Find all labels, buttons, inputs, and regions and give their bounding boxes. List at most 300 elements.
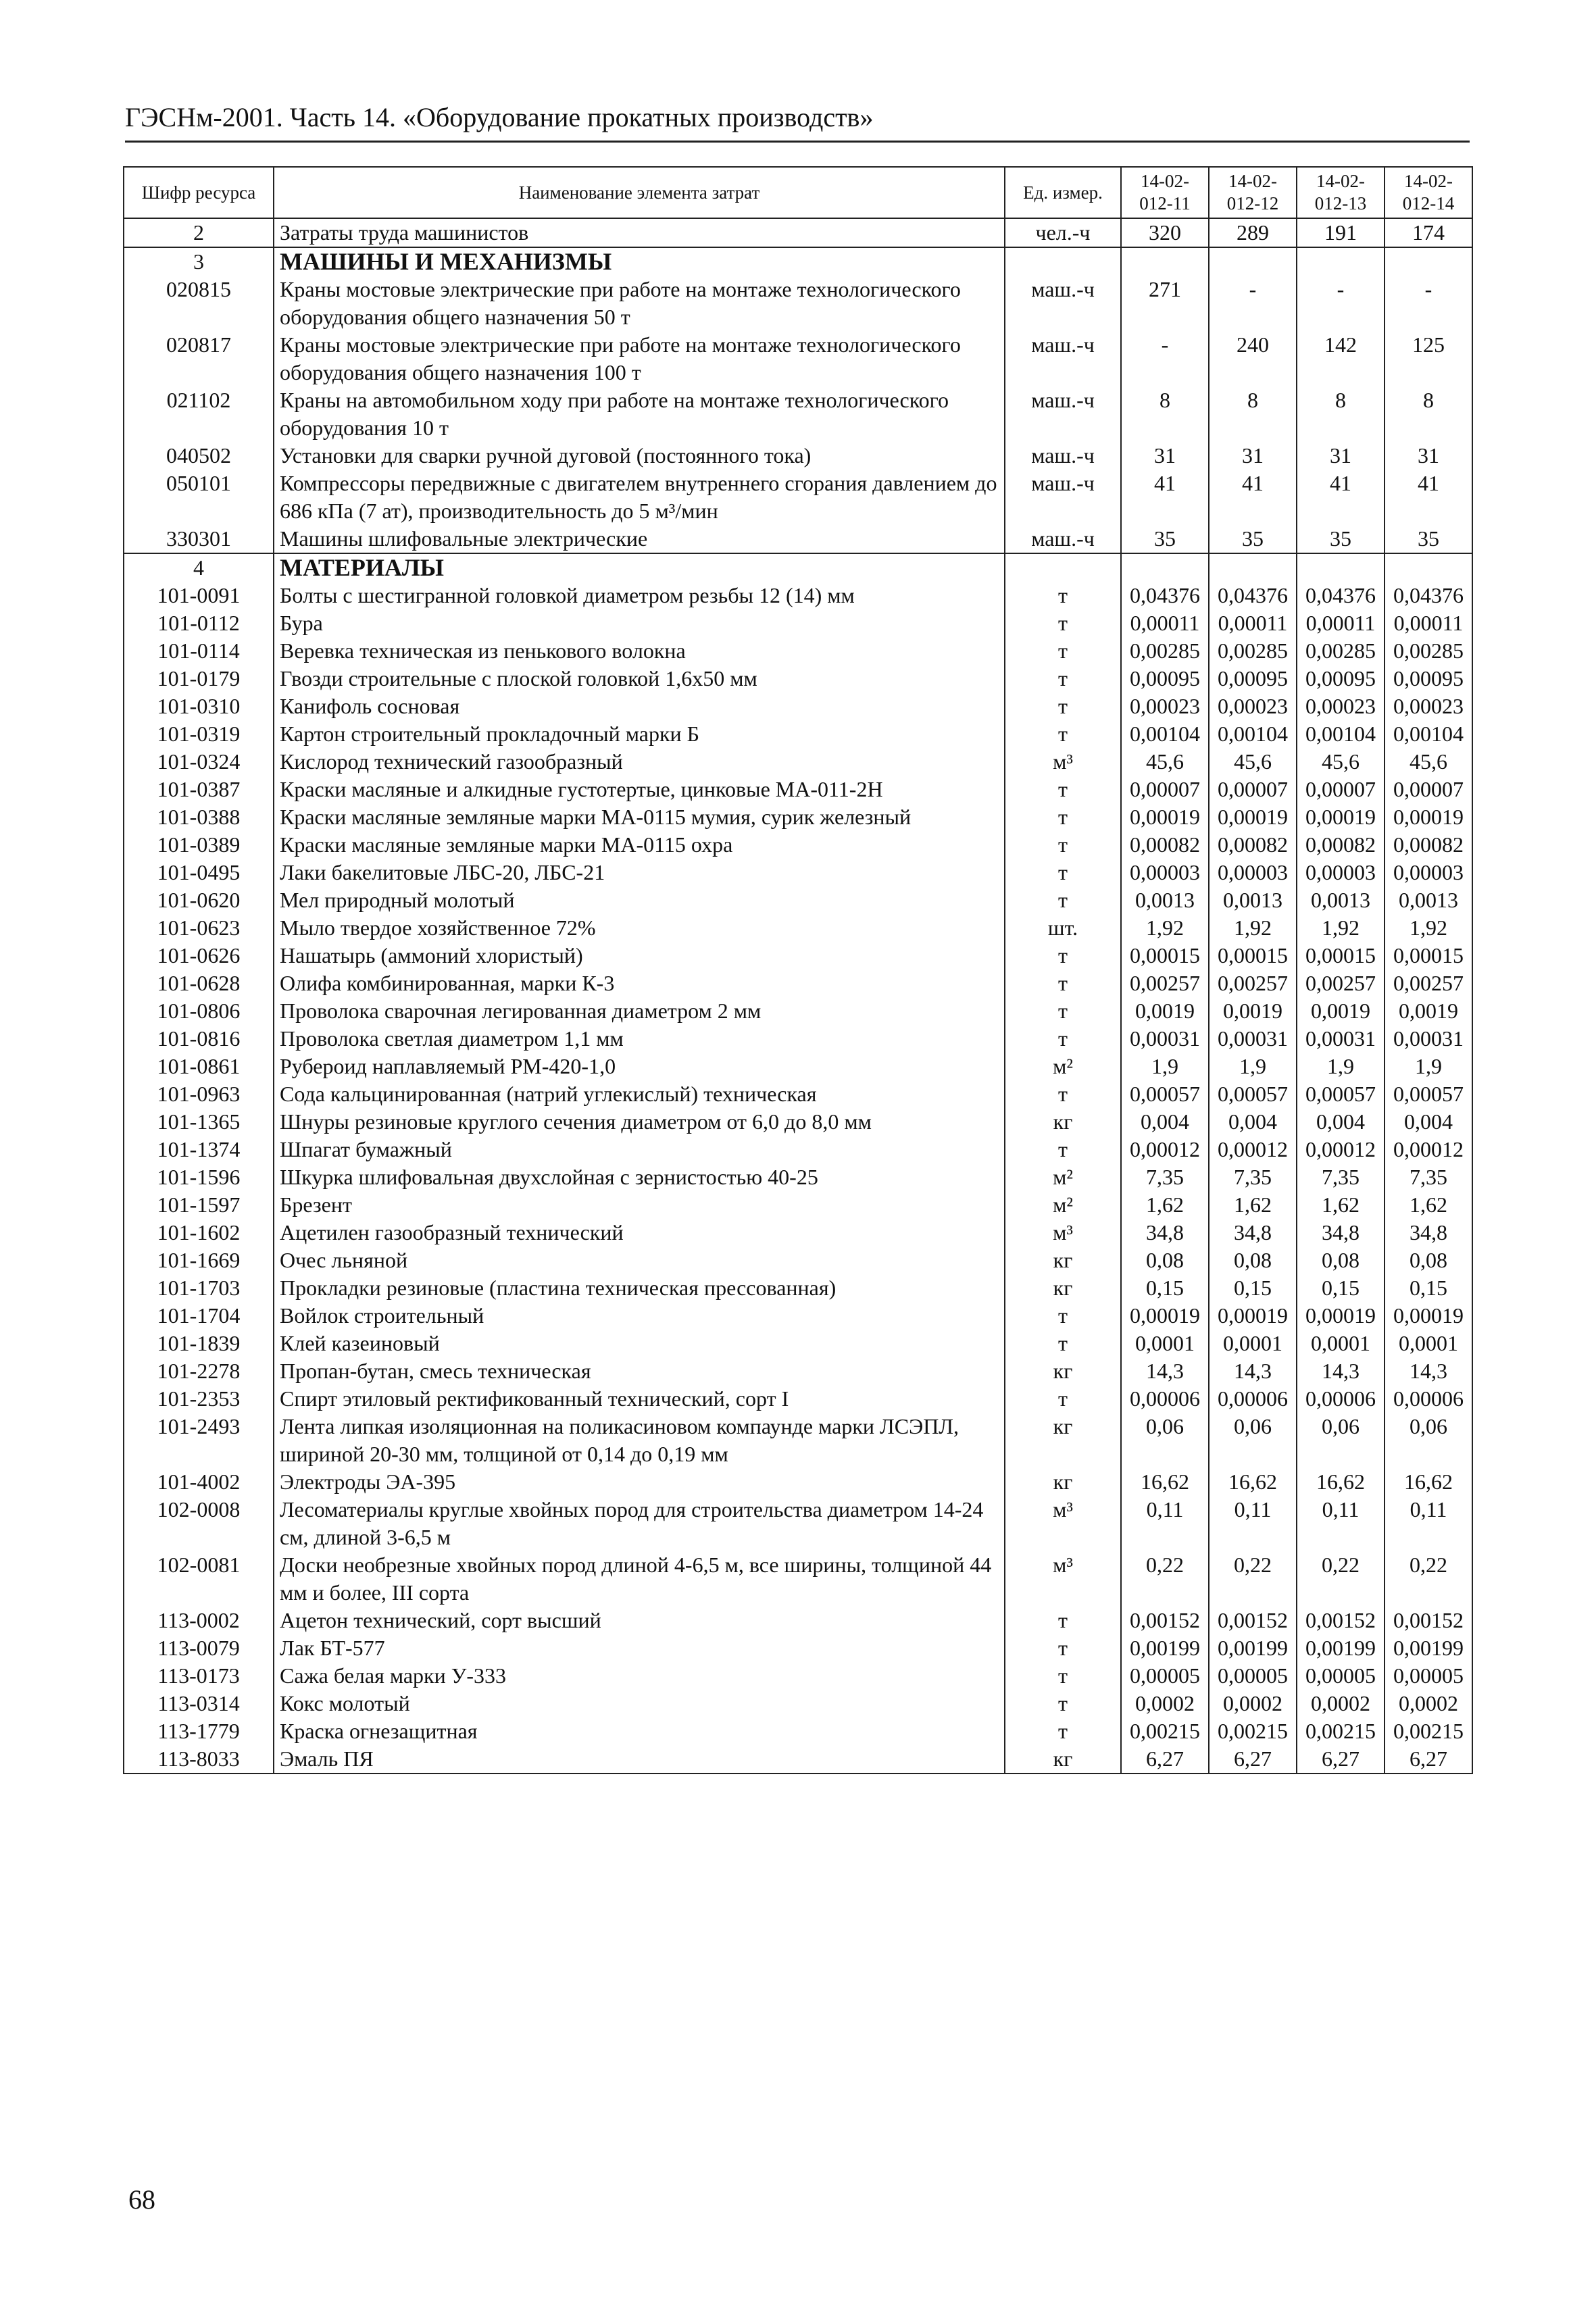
resource-name-cell: МАШИНЫ И МЕХАНИЗМЫ <box>274 247 1005 276</box>
unit-cell: т <box>1005 1080 1121 1108</box>
table-row <box>124 886 1472 914</box>
column-header-unit: Ед. измер. <box>1005 167 1121 218</box>
unit-cell: кг <box>1005 1413 1121 1468</box>
norm-value-cell: 45,6 <box>1297 748 1385 776</box>
norm-value-cell: 0,00015 <box>1121 942 1209 970</box>
resource-code-cell: 101-0091 <box>124 582 274 609</box>
resource-name-cell: Краски масляные земляные марки МА-0115 мумия, сурик железный <box>274 803 1005 831</box>
table-row <box>124 997 1472 1025</box>
norm-value-cell: 0,0002 <box>1297 1690 1385 1717</box>
norm-value-cell: 0,00031 <box>1209 1025 1297 1053</box>
norm-value-cell: 0,11 <box>1121 1496 1209 1551</box>
norm-value-cell: 0,04376 <box>1297 582 1385 609</box>
unit-cell: маш.-ч <box>1005 276 1121 331</box>
norm-value-cell: 0,0002 <box>1121 1690 1209 1717</box>
table-row <box>124 1690 1472 1717</box>
norm-value-cell: 0,00012 <box>1297 1136 1385 1163</box>
unit-cell: кг <box>1005 1108 1121 1136</box>
column-header-norm-4: 14-02-012-14 <box>1385 167 1472 218</box>
norm-value-cell <box>1385 247 1472 276</box>
resource-name-cell: Прокладки резиновые (пластина техническая прессованная) <box>274 1274 1005 1302</box>
norm-value-cell: 0,00257 <box>1385 970 1472 997</box>
norm-value-cell: 0,00057 <box>1385 1080 1472 1108</box>
norm-value-cell: 0,00215 <box>1385 1717 1472 1745</box>
table-row <box>124 1191 1472 1219</box>
norm-value-cell: 0,00005 <box>1209 1662 1297 1690</box>
resource-code-cell: 101-1704 <box>124 1302 274 1330</box>
norm-value-cell: 0,00023 <box>1121 693 1209 720</box>
norm-value-cell: 0,00007 <box>1209 776 1297 803</box>
norm-value-cell: 0,00285 <box>1385 637 1472 665</box>
norm-value-cell: 0,15 <box>1297 1274 1385 1302</box>
unit-cell: маш.-ч <box>1005 442 1121 470</box>
norm-value-cell: 0,0013 <box>1385 886 1472 914</box>
unit-cell: т <box>1005 720 1121 748</box>
table-row <box>124 1607 1472 1634</box>
norm-value-cell: 0,00005 <box>1121 1662 1209 1690</box>
norm-value-cell <box>1209 247 1297 276</box>
norm-value-cell: 1,9 <box>1385 1053 1472 1080</box>
norm-value-cell: 35 <box>1209 525 1297 553</box>
norm-value-cell: 0,00023 <box>1297 693 1385 720</box>
norm-value-cell: 174 <box>1385 218 1472 247</box>
resource-code-cell: 101-2493 <box>124 1413 274 1468</box>
unit-cell: шт. <box>1005 914 1121 942</box>
table-row <box>124 331 1472 386</box>
norm-value-cell: 34,8 <box>1209 1219 1297 1247</box>
unit-cell: кг <box>1005 1468 1121 1496</box>
unit-cell: т <box>1005 1385 1121 1413</box>
unit-cell: м² <box>1005 1053 1121 1080</box>
resource-name-cell: Сода кальцинированная (натрий углекислый) техническая <box>274 1080 1005 1108</box>
unit-cell: маш.-ч <box>1005 525 1121 553</box>
resource-name-cell: Эмаль ПЯ <box>274 1745 1005 1774</box>
norm-value-cell: 1,92 <box>1209 914 1297 942</box>
norm-value-cell: 0,00019 <box>1385 803 1472 831</box>
unit-cell: т <box>1005 803 1121 831</box>
norm-value-cell: 16,62 <box>1209 1468 1297 1496</box>
norm-value-cell: 0,00199 <box>1209 1634 1297 1662</box>
resource-code-cell: 101-1596 <box>124 1163 274 1191</box>
section-row <box>124 553 1472 582</box>
norm-value-cell: 0,08 <box>1297 1247 1385 1274</box>
resource-code-cell: 101-0389 <box>124 831 274 859</box>
norm-value-cell: 45,6 <box>1121 748 1209 776</box>
unit-cell: кг <box>1005 1247 1121 1274</box>
resource-code-cell: 101-0626 <box>124 942 274 970</box>
norm-value-cell: 0,00057 <box>1121 1080 1209 1108</box>
table-row <box>124 1108 1472 1136</box>
resource-code-cell: 101-0319 <box>124 720 274 748</box>
norm-value-cell: 0,00015 <box>1209 942 1297 970</box>
norm-value-cell: 0,00019 <box>1209 1302 1297 1330</box>
norm-value-cell: 0,08 <box>1385 1247 1472 1274</box>
table-header-row <box>124 167 1472 218</box>
resource-code-cell: 101-0179 <box>124 665 274 693</box>
unit-cell: т <box>1005 665 1121 693</box>
norm-value-cell: 0,004 <box>1121 1108 1209 1136</box>
resource-code-cell: 113-8033 <box>124 1745 274 1774</box>
table-row <box>124 914 1472 942</box>
unit-cell: т <box>1005 609 1121 637</box>
resource-code-cell: 101-1597 <box>124 1191 274 1219</box>
norm-value-cell: 0,00003 <box>1297 859 1385 886</box>
unit-cell: м³ <box>1005 1551 1121 1607</box>
norm-value-cell: 1,92 <box>1121 914 1209 942</box>
norm-value-cell: 125 <box>1385 331 1472 386</box>
norm-value-cell: 0,00007 <box>1385 776 1472 803</box>
norm-value-cell <box>1121 553 1209 582</box>
norm-value-cell: 0,00019 <box>1297 803 1385 831</box>
norm-value-cell: 1,9 <box>1297 1053 1385 1080</box>
resource-code-cell: 101-0387 <box>124 776 274 803</box>
unit-cell: т <box>1005 942 1121 970</box>
resource-name-cell: Нашатырь (аммоний хлористый) <box>274 942 1005 970</box>
norm-value-cell: 0,08 <box>1209 1247 1297 1274</box>
table-row <box>124 720 1472 748</box>
norm-value-cell: 0,00285 <box>1121 637 1209 665</box>
unit-cell: т <box>1005 1025 1121 1053</box>
unit-cell: т <box>1005 997 1121 1025</box>
resource-name-cell: Краски масляные и алкидные густотертые, цинковые МА-011-2Н <box>274 776 1005 803</box>
table-row <box>124 218 1472 247</box>
norm-value-cell: 34,8 <box>1385 1219 1472 1247</box>
table-row <box>124 1219 1472 1247</box>
resource-name-cell: Шпагат бумажный <box>274 1136 1005 1163</box>
table-row <box>124 1634 1472 1662</box>
norm-value-cell: 1,62 <box>1297 1191 1385 1219</box>
resource-code-cell: 101-0623 <box>124 914 274 942</box>
resource-code-cell: 2 <box>124 218 274 247</box>
table-row <box>124 1385 1472 1413</box>
norm-value-cell: 7,35 <box>1297 1163 1385 1191</box>
norm-value-cell: 34,8 <box>1121 1219 1209 1247</box>
norm-value-cell <box>1297 553 1385 582</box>
resource-name-cell: Очес льняной <box>274 1247 1005 1274</box>
norm-value-cell: 14,3 <box>1385 1357 1472 1385</box>
norm-value-cell: 0,004 <box>1297 1108 1385 1136</box>
norm-value-cell: 7,35 <box>1121 1163 1209 1191</box>
table-row <box>124 942 1472 970</box>
norm-value-cell: 1,62 <box>1209 1191 1297 1219</box>
table-row <box>124 1551 1472 1607</box>
table-row <box>124 386 1472 442</box>
table-row <box>124 693 1472 720</box>
norm-value-cell: 0,004 <box>1209 1108 1297 1136</box>
table-row <box>124 1080 1472 1108</box>
norm-value-cell: 0,00031 <box>1121 1025 1209 1053</box>
norm-value-cell: 0,11 <box>1297 1496 1385 1551</box>
norm-value-cell: 0,00019 <box>1121 803 1209 831</box>
resource-code-cell: 101-0114 <box>124 637 274 665</box>
resource-name-cell: Краска огнезащитная <box>274 1717 1005 1745</box>
norm-value-cell: 0,15 <box>1385 1274 1472 1302</box>
table-row <box>124 1468 1472 1496</box>
resource-code-cell: 101-2353 <box>124 1385 274 1413</box>
norm-value-cell: 0,00215 <box>1209 1717 1297 1745</box>
norm-value-cell: 0,00019 <box>1209 803 1297 831</box>
norm-value-cell: 0,00095 <box>1297 665 1385 693</box>
resource-code-cell: 101-0628 <box>124 970 274 997</box>
norm-value-cell: 31 <box>1209 442 1297 470</box>
resource-code-cell: 102-0081 <box>124 1551 274 1607</box>
norm-value-cell: 0,00019 <box>1121 1302 1209 1330</box>
norm-value-cell: 0,0019 <box>1209 997 1297 1025</box>
norm-value-cell: 0,15 <box>1121 1274 1209 1302</box>
norm-value-cell: 0,0001 <box>1297 1330 1385 1357</box>
resource-name-cell: Лесоматериалы круглые хвойных пород для строительства диаметром 14-24 см, длиной 3-6,5 м <box>274 1496 1005 1551</box>
norm-value-cell: 0,00215 <box>1297 1717 1385 1745</box>
norm-value-cell: 35 <box>1385 525 1472 553</box>
resource-name-cell: Войлок строительный <box>274 1302 1005 1330</box>
norm-value-cell: 0,00082 <box>1297 831 1385 859</box>
table-row <box>124 442 1472 470</box>
norm-value-cell: 31 <box>1121 442 1209 470</box>
norm-value-cell <box>1121 247 1209 276</box>
resource-name-cell: МАТЕРИАЛЫ <box>274 553 1005 582</box>
resource-name-cell: Электроды ЭА-395 <box>274 1468 1005 1496</box>
resource-code-cell: 113-0314 <box>124 1690 274 1717</box>
resource-code-cell: 101-2278 <box>124 1357 274 1385</box>
norm-value-cell: 0,00257 <box>1121 970 1209 997</box>
norm-value-cell: 0,00011 <box>1121 609 1209 637</box>
norm-value-cell: 0,00199 <box>1385 1634 1472 1662</box>
norm-value-cell: 0,00011 <box>1209 609 1297 637</box>
norm-value-cell: 0,00152 <box>1121 1607 1209 1634</box>
table-row <box>124 1745 1472 1774</box>
resource-code-cell: 330301 <box>124 525 274 553</box>
resource-code-cell: 101-1703 <box>124 1274 274 1302</box>
resource-name-cell: Краски масляные земляные марки МА-0115 охра <box>274 831 1005 859</box>
norm-value-cell: 0,00095 <box>1121 665 1209 693</box>
norm-value-cell <box>1297 247 1385 276</box>
resource-code-cell: 021102 <box>124 386 274 442</box>
resource-code-cell: 101-0310 <box>124 693 274 720</box>
table-row <box>124 276 1472 331</box>
norm-value-cell: 1,9 <box>1121 1053 1209 1080</box>
norm-value-cell: 0,00057 <box>1209 1080 1297 1108</box>
norm-value-cell: 0,00007 <box>1297 776 1385 803</box>
unit-cell: маш.-ч <box>1005 470 1121 525</box>
unit-cell: чел.-ч <box>1005 218 1121 247</box>
resource-code-cell: 101-0620 <box>124 886 274 914</box>
norm-value-cell: 16,62 <box>1385 1468 1472 1496</box>
norm-value-cell: 0,00257 <box>1297 970 1385 997</box>
unit-cell: т <box>1005 582 1121 609</box>
resource-name-cell: Краны на автомобильном ходу при работе на монтаже технологического оборудования 10 т <box>274 386 1005 442</box>
norm-value-cell: 0,00019 <box>1385 1302 1472 1330</box>
norm-value-cell: 0,06 <box>1209 1413 1297 1468</box>
norm-value-cell: 0,0019 <box>1385 997 1472 1025</box>
unit-cell: т <box>1005 1634 1121 1662</box>
resource-name-cell: Проволока сварочная легированная диаметром 2 мм <box>274 997 1005 1025</box>
resource-name-cell: Затраты труда машинистов <box>274 218 1005 247</box>
unit-cell: т <box>1005 886 1121 914</box>
resource-code-cell: 113-0002 <box>124 1607 274 1634</box>
resource-cost-table <box>123 166 1473 1774</box>
norm-value-cell: 16,62 <box>1121 1468 1209 1496</box>
unit-cell: т <box>1005 1302 1121 1330</box>
unit-cell: кг <box>1005 1357 1121 1385</box>
norm-value-cell: 0,00011 <box>1297 609 1385 637</box>
unit-cell: кг <box>1005 1745 1121 1774</box>
resource-name-cell: Установки для сварки ручной дуговой (постоянного тока) <box>274 442 1005 470</box>
norm-value-cell: 0,11 <box>1209 1496 1297 1551</box>
norm-value-cell: 0,00003 <box>1121 859 1209 886</box>
norm-value-cell: 31 <box>1385 442 1472 470</box>
column-header-norm-3: 14-02-012-13 <box>1297 167 1385 218</box>
norm-value-cell <box>1209 553 1297 582</box>
unit-cell: кг <box>1005 1274 1121 1302</box>
resource-name-cell: Лента липкая изоляционная на поликасиновом компаунде марки ЛСЭПЛ, шириной 20-30 мм, толщиной от 0,14 до 0,19 мм <box>274 1413 1005 1468</box>
norm-value-cell: 0,00104 <box>1209 720 1297 748</box>
norm-value-cell: 0,00006 <box>1209 1385 1297 1413</box>
resource-code-cell: 020817 <box>124 331 274 386</box>
norm-value-cell: 0,00104 <box>1297 720 1385 748</box>
norm-value-cell: 0,0013 <box>1121 886 1209 914</box>
norm-value-cell: 0,00023 <box>1209 693 1297 720</box>
resource-name-cell: Болты с шестигранной головкой диаметром резьбы 12 (14) мм <box>274 582 1005 609</box>
norm-value-cell: 0,0019 <box>1121 997 1209 1025</box>
resource-name-cell: Кокс молотый <box>274 1690 1005 1717</box>
resource-name-cell: Машины шлифовальные электрические <box>274 525 1005 553</box>
norm-value-cell: 0,00023 <box>1385 693 1472 720</box>
unit-cell: т <box>1005 693 1121 720</box>
norm-value-cell: 0,00285 <box>1297 637 1385 665</box>
norm-value-cell: 0,00005 <box>1385 1662 1472 1690</box>
table-row <box>124 470 1472 525</box>
resource-code-cell: 101-0816 <box>124 1025 274 1053</box>
norm-value-cell: 0,00006 <box>1385 1385 1472 1413</box>
unit-cell <box>1005 247 1121 276</box>
norm-value-cell: 0,0001 <box>1121 1330 1209 1357</box>
resource-name-cell: Лаки бакелитовые ЛБС-20, ЛБС-21 <box>274 859 1005 886</box>
norm-value-cell: 0,0013 <box>1209 886 1297 914</box>
resource-name-cell: Доски необрезные хвойных пород длиной 4-6,5 м, все ширины, толщиной 44 мм и более, III сорта <box>274 1551 1005 1607</box>
resource-name-cell: Проволока светлая диаметром 1,1 мм <box>274 1025 1005 1053</box>
norm-value-cell: 41 <box>1385 470 1472 525</box>
norm-value-cell: 0,0002 <box>1209 1690 1297 1717</box>
resource-code-cell: 113-0173 <box>124 1662 274 1690</box>
resource-name-cell: Канифоль сосновая <box>274 693 1005 720</box>
table-row <box>124 748 1472 776</box>
unit-cell: т <box>1005 776 1121 803</box>
resource-name-cell: Шнуры резиновые круглого сечения диаметром от 6,0 до 8,0 мм <box>274 1108 1005 1136</box>
norm-value-cell: 0,08 <box>1121 1247 1209 1274</box>
norm-value-cell: 45,6 <box>1209 748 1297 776</box>
unit-cell: м³ <box>1005 1496 1121 1551</box>
norm-value-cell: 0,11 <box>1385 1496 1472 1551</box>
resource-name-cell: Веревка техническая из пенькового волокна <box>274 637 1005 665</box>
norm-value-cell: 0,00003 <box>1385 859 1472 886</box>
table-row <box>124 1025 1472 1053</box>
norm-value-cell: 0,04376 <box>1209 582 1297 609</box>
norm-value-cell: 41 <box>1297 470 1385 525</box>
norm-value-cell: 41 <box>1121 470 1209 525</box>
table-row <box>124 1413 1472 1468</box>
norm-value-cell: 0,00199 <box>1121 1634 1209 1662</box>
section-row <box>124 247 1472 276</box>
norm-value-cell: 0,00152 <box>1385 1607 1472 1634</box>
norm-value-cell: 289 <box>1209 218 1297 247</box>
column-header-code: Шифр ресурса <box>124 167 274 218</box>
norm-value-cell: 0,06 <box>1385 1413 1472 1468</box>
norm-value-cell: - <box>1209 276 1297 331</box>
table-row <box>124 1274 1472 1302</box>
resource-name-cell: Бура <box>274 609 1005 637</box>
unit-cell: т <box>1005 831 1121 859</box>
norm-value-cell: 6,27 <box>1297 1745 1385 1774</box>
norm-value-cell: 0,004 <box>1385 1108 1472 1136</box>
norm-value-cell: 0,00019 <box>1297 1302 1385 1330</box>
resource-code-cell: 4 <box>124 553 274 582</box>
table-row <box>124 1330 1472 1357</box>
table-row <box>124 970 1472 997</box>
norm-value-cell: 0,00199 <box>1297 1634 1385 1662</box>
norm-value-cell: 0,00152 <box>1297 1607 1385 1634</box>
norm-value-cell: 6,27 <box>1385 1745 1472 1774</box>
norm-value-cell: 45,6 <box>1385 748 1472 776</box>
resource-name-cell: Ацетилен газообразный технический <box>274 1219 1005 1247</box>
norm-value-cell: 0,06 <box>1121 1413 1209 1468</box>
norm-value-cell: 8 <box>1297 386 1385 442</box>
norm-value-cell: 0,00006 <box>1297 1385 1385 1413</box>
page-header-title: ГЭСНм-2001. Часть 14. «Оборудование прокатных производств» <box>125 100 1470 143</box>
resource-name-cell: Краны мостовые электрические при работе на монтаже технологического оборудования общего назначения 50 т <box>274 276 1005 331</box>
resource-code-cell: 101-1374 <box>124 1136 274 1163</box>
resource-name-cell: Рубероид наплавляемый РМ-420-1,0 <box>274 1053 1005 1080</box>
unit-cell: м³ <box>1005 1219 1121 1247</box>
column-header-name: Наименование элемента затрат <box>274 167 1005 218</box>
norm-value-cell: 0,0001 <box>1209 1330 1297 1357</box>
norm-value-cell: 0,04376 <box>1121 582 1209 609</box>
resource-code-cell: 020815 <box>124 276 274 331</box>
norm-value-cell: 271 <box>1121 276 1209 331</box>
norm-value-cell: 14,3 <box>1297 1357 1385 1385</box>
resource-name-cell: Пропан-бутан, смесь техническая <box>274 1357 1005 1385</box>
norm-value-cell: 0,0002 <box>1385 1690 1472 1717</box>
table-row <box>124 1136 1472 1163</box>
norm-value-cell: 0,00082 <box>1385 831 1472 859</box>
resource-code-cell: 101-0324 <box>124 748 274 776</box>
table-row <box>124 1053 1472 1080</box>
norm-value-cell: 1,62 <box>1385 1191 1472 1219</box>
resource-name-cell: Гвозди строительные с плоской головкой 1,6х50 мм <box>274 665 1005 693</box>
norm-value-cell: 240 <box>1209 331 1297 386</box>
norm-value-cell: 7,35 <box>1385 1163 1472 1191</box>
norm-value-cell: 0,22 <box>1209 1551 1297 1607</box>
table-row <box>124 1496 1472 1551</box>
norm-value-cell: 0,22 <box>1121 1551 1209 1607</box>
unit-cell: м³ <box>1005 748 1121 776</box>
norm-value-cell: 0,00015 <box>1297 942 1385 970</box>
table-row <box>124 637 1472 665</box>
resource-name-cell: Клей казеиновый <box>274 1330 1005 1357</box>
norm-value-cell: 0,00104 <box>1121 720 1209 748</box>
unit-cell: т <box>1005 1607 1121 1634</box>
resource-code-cell: 113-0079 <box>124 1634 274 1662</box>
norm-value-cell: 8 <box>1385 386 1472 442</box>
resource-code-cell: 101-0112 <box>124 609 274 637</box>
norm-value-cell: 0,00104 <box>1385 720 1472 748</box>
table-row <box>124 859 1472 886</box>
resource-name-cell: Шкурка шлифовальная двухслойная с зернистостью 40-25 <box>274 1163 1005 1191</box>
unit-cell: т <box>1005 1330 1121 1357</box>
table-row <box>124 776 1472 803</box>
norm-value-cell: 16,62 <box>1297 1468 1385 1496</box>
norm-value-cell: 31 <box>1297 442 1385 470</box>
norm-value-cell: 6,27 <box>1121 1745 1209 1774</box>
